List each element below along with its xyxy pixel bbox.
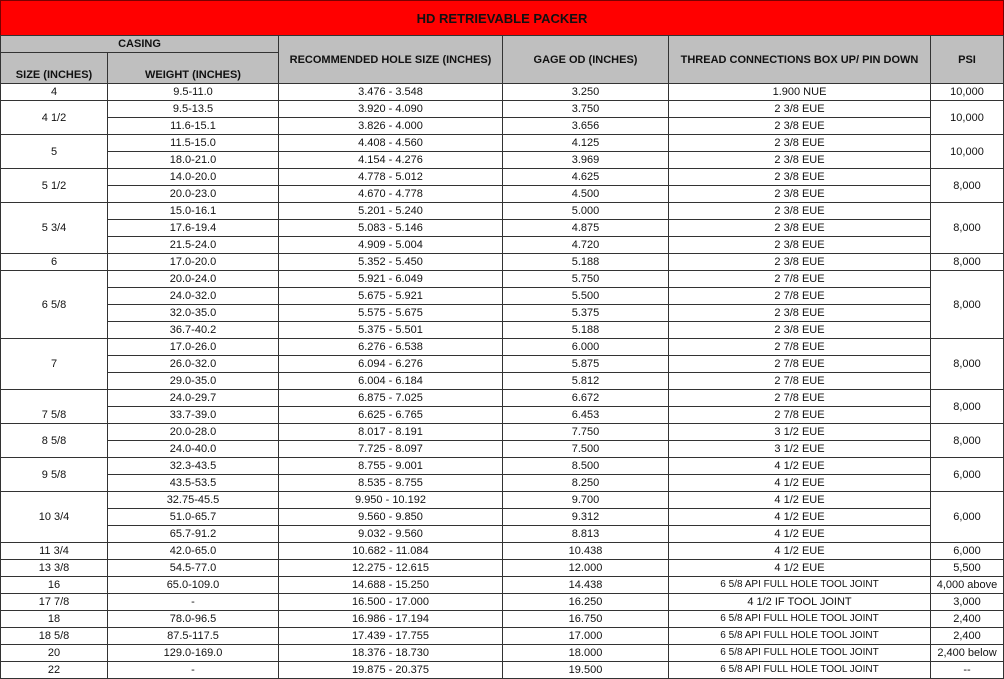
weight-cell: 36.7-40.2 (108, 322, 279, 339)
psi-cell: 10,000 (931, 84, 1004, 101)
thread-cell: 4 1/2 EUE (669, 509, 931, 526)
table-row (1, 339, 1004, 356)
thread-cell: 3 1/2 EUE (669, 424, 931, 441)
weight-cell: 14.0-20.0 (108, 169, 279, 186)
gage-od-cell: 9.700 (503, 492, 669, 509)
gage-od-cell: 19.500 (503, 662, 669, 679)
weight-cell: 65.0-109.0 (108, 577, 279, 594)
hole-size-cell: 4.670 - 4.778 (279, 186, 503, 203)
gage-od-cell: 3.969 (503, 152, 669, 169)
psi-cell: 5,500 (931, 560, 1004, 577)
hole-size-cell: 5.083 - 5.146 (279, 220, 503, 237)
table-row (1, 458, 1004, 475)
psi-cell: 10,000 (931, 101, 1004, 135)
table-row (1, 254, 1004, 271)
hole-size-cell: 12.275 - 12.615 (279, 560, 503, 577)
gage-od-cell: 6.453 (503, 407, 669, 424)
hole-size-cell: 5.575 - 5.675 (279, 305, 503, 322)
psi-cell: 8,000 (931, 169, 1004, 203)
packer-spec-table (0, 35, 1004, 679)
casing-size-cell: 16 (1, 577, 108, 594)
hole-size-cell: 4.154 - 4.276 (279, 152, 503, 169)
table-body (1, 84, 1004, 679)
gage-od-cell: 10.438 (503, 543, 669, 560)
psi-cell: 8,000 (931, 203, 1004, 254)
gage-od-cell: 6.672 (503, 390, 669, 407)
table-row (1, 356, 1004, 373)
hole-size-cell: 6.094 - 6.276 (279, 356, 503, 373)
casing-size-cell: 6 (1, 254, 108, 271)
casing-size-cell: 5 (1, 135, 108, 169)
psi-cell: 8,000 (931, 424, 1004, 458)
thread-cell: 2 3/8 EUE (669, 220, 931, 237)
thread-cell: 2 3/8 EUE (669, 135, 931, 152)
psi-cell: 8,000 (931, 390, 1004, 424)
hole-size-cell: 9.560 - 9.850 (279, 509, 503, 526)
weight-cell: 32.75-45.5 (108, 492, 279, 509)
casing-size-cell: 6 5/8 (1, 271, 108, 339)
psi-cell: 6,000 (931, 492, 1004, 543)
gage-od-header: GAGE OD (INCHES) (503, 36, 669, 84)
weight-cell: 21.5-24.0 (108, 237, 279, 254)
gage-od-cell: 4.125 (503, 135, 669, 152)
hole-size-cell: 6.276 - 6.538 (279, 339, 503, 356)
hole-size-cell: 7.725 - 8.097 (279, 441, 503, 458)
weight-header: WEIGHT (INCHES) (108, 53, 279, 84)
table-row (1, 662, 1004, 679)
hole-size-cell: 3.826 - 4.000 (279, 118, 503, 135)
gage-od-cell: 7.750 (503, 424, 669, 441)
hole-size-cell: 3.920 - 4.090 (279, 101, 503, 118)
thread-cell: 2 7/8 EUE (669, 373, 931, 390)
casing-size-cell: 4 (1, 84, 108, 101)
weight-cell: 42.0-65.0 (108, 543, 279, 560)
thread-cell: 3 1/2 EUE (669, 441, 931, 458)
weight-cell: 17.0-20.0 (108, 254, 279, 271)
gage-od-cell: 5.375 (503, 305, 669, 322)
casing-size-cell: 5 1/2 (1, 169, 108, 203)
weight-cell: 24.0-40.0 (108, 441, 279, 458)
thread-cell: 2 3/8 EUE (669, 118, 931, 135)
gage-od-cell: 3.250 (503, 84, 669, 101)
hole-size-cell: 10.682 - 11.084 (279, 543, 503, 560)
hole-size-cell: 6.004 - 6.184 (279, 373, 503, 390)
table-row (1, 305, 1004, 322)
hole-size-cell: 8.017 - 8.191 (279, 424, 503, 441)
table-row (1, 118, 1004, 135)
table-title: HD RETRIEVABLE PACKER (416, 10, 588, 26)
table-row (1, 407, 1004, 424)
hole-size-cell: 5.201 - 5.240 (279, 203, 503, 220)
weight-cell: 32.0-35.0 (108, 305, 279, 322)
thread-cell: 2 7/8 EUE (669, 407, 931, 424)
thread-cell: 2 7/8 EUE (669, 271, 931, 288)
hole-size-cell: 5.921 - 6.049 (279, 271, 503, 288)
thread-cell: 2 3/8 EUE (669, 203, 931, 220)
casing-size-cell: 7 5/8 (1, 390, 108, 424)
casing-size-cell: 5 3/4 (1, 203, 108, 254)
casing-size-cell: 18 5/8 (1, 628, 108, 645)
gage-od-cell: 4.625 (503, 169, 669, 186)
hole-size-cell: 19.875 - 20.375 (279, 662, 503, 679)
psi-header: PSI (931, 36, 1004, 84)
hole-size-cell: 5.375 - 5.501 (279, 322, 503, 339)
weight-cell: 32.3-43.5 (108, 458, 279, 475)
gage-od-cell: 5.750 (503, 271, 669, 288)
thread-cell: 2 7/8 EUE (669, 356, 931, 373)
table-row (1, 203, 1004, 220)
gage-od-cell: 5.875 (503, 356, 669, 373)
casing-size-cell: 11 3/4 (1, 543, 108, 560)
casing-size-cell: 20 (1, 645, 108, 662)
weight-cell: 26.0-32.0 (108, 356, 279, 373)
table-row (1, 135, 1004, 152)
table-row (1, 645, 1004, 662)
hole-size-cell: 4.408 - 4.560 (279, 135, 503, 152)
gage-od-cell: 12.000 (503, 560, 669, 577)
thread-cell: 2 7/8 EUE (669, 390, 931, 407)
table-row (1, 237, 1004, 254)
table-row (1, 543, 1004, 560)
gage-od-cell: 3.750 (503, 101, 669, 118)
table-row (1, 611, 1004, 628)
hole-size-cell: 3.476 - 3.548 (279, 84, 503, 101)
thread-cell: 2 7/8 EUE (669, 288, 931, 305)
gage-od-cell: 7.500 (503, 441, 669, 458)
table-row (1, 84, 1004, 101)
gage-od-cell: 4.720 (503, 237, 669, 254)
weight-cell: 87.5-117.5 (108, 628, 279, 645)
thread-cell: 2 3/8 EUE (669, 254, 931, 271)
gage-od-cell: 8.500 (503, 458, 669, 475)
gage-od-cell: 9.312 (503, 509, 669, 526)
thread-cell: 2 3/8 EUE (669, 152, 931, 169)
psi-cell: -- (931, 662, 1004, 679)
hole-size-cell: 14.688 - 15.250 (279, 577, 503, 594)
gage-od-cell: 14.438 (503, 577, 669, 594)
gage-od-cell: 17.000 (503, 628, 669, 645)
gage-od-cell: 8.250 (503, 475, 669, 492)
psi-cell: 2,400 below (931, 645, 1004, 662)
table-row (1, 441, 1004, 458)
thread-cell: 2 3/8 EUE (669, 322, 931, 339)
weight-cell: 11.6-15.1 (108, 118, 279, 135)
hole-size-cell: 6.875 - 7.025 (279, 390, 503, 407)
hole-size-cell: 9.032 - 9.560 (279, 526, 503, 543)
casing-size-cell: 13 3/8 (1, 560, 108, 577)
weight-cell: 51.0-65.7 (108, 509, 279, 526)
thread-cell: 6 5/8 API FULL HOLE TOOL JOINT (669, 628, 931, 645)
weight-cell: 17.6-19.4 (108, 220, 279, 237)
table-row (1, 424, 1004, 441)
table-title-bar (0, 0, 1004, 36)
weight-cell: 29.0-35.0 (108, 373, 279, 390)
psi-cell: 8,000 (931, 339, 1004, 390)
gage-od-cell: 4.500 (503, 186, 669, 203)
psi-cell: 6,000 (931, 458, 1004, 492)
hole-size-cell: 8.535 - 8.755 (279, 475, 503, 492)
weight-cell: - (108, 662, 279, 679)
hole-size-cell: 16.986 - 17.194 (279, 611, 503, 628)
hole-size-cell: 5.352 - 5.450 (279, 254, 503, 271)
weight-cell: 18.0-21.0 (108, 152, 279, 169)
hole-size-cell: 18.376 - 18.730 (279, 645, 503, 662)
psi-cell: 8,000 (931, 271, 1004, 339)
gage-od-cell: 16.750 (503, 611, 669, 628)
weight-cell: 9.5-11.0 (108, 84, 279, 101)
table-row (1, 220, 1004, 237)
weight-cell: 11.5-15.0 (108, 135, 279, 152)
table-row (1, 594, 1004, 611)
thread-cell: 2 3/8 EUE (669, 237, 931, 254)
hole-size-cell: 16.500 - 17.000 (279, 594, 503, 611)
hole-size-cell: 8.755 - 9.001 (279, 458, 503, 475)
table-row (1, 390, 1004, 407)
weight-cell: - (108, 594, 279, 611)
weight-cell: 33.7-39.0 (108, 407, 279, 424)
thread-cell: 2 3/8 EUE (669, 186, 931, 203)
weight-cell: 129.0-169.0 (108, 645, 279, 662)
table-row (1, 628, 1004, 645)
casing-size-cell: 8 5/8 (1, 424, 108, 458)
casing-size-cell: 9 5/8 (1, 458, 108, 492)
casing-size-cell: 10 3/4 (1, 492, 108, 543)
thread-cell: 4 1/2 EUE (669, 543, 931, 560)
thread-cell: 6 5/8 API FULL HOLE TOOL JOINT (669, 662, 931, 679)
table-row (1, 560, 1004, 577)
weight-cell: 65.7-91.2 (108, 526, 279, 543)
table-row (1, 509, 1004, 526)
weight-cell: 20.0-23.0 (108, 186, 279, 203)
thread-cell: 4 1/2 EUE (669, 560, 931, 577)
gage-od-cell: 16.250 (503, 594, 669, 611)
gage-od-cell: 5.188 (503, 322, 669, 339)
thread-cell: 6 5/8 API FULL HOLE TOOL JOINT (669, 645, 931, 662)
casing-size-cell: 18 (1, 611, 108, 628)
thread-cell: 2 7/8 EUE (669, 339, 931, 356)
casing-size-cell: 22 (1, 662, 108, 679)
casing-size-cell: 7 (1, 339, 108, 390)
table-row (1, 169, 1004, 186)
thread-cell: 4 1/2 EUE (669, 492, 931, 509)
table-row (1, 492, 1004, 509)
psi-cell: 3,000 (931, 594, 1004, 611)
gage-od-cell: 4.875 (503, 220, 669, 237)
table-row (1, 288, 1004, 305)
hole-size-cell: 9.950 - 10.192 (279, 492, 503, 509)
weight-cell: 9.5-13.5 (108, 101, 279, 118)
psi-cell: 10,000 (931, 135, 1004, 169)
gage-od-cell: 3.656 (503, 118, 669, 135)
table-row (1, 271, 1004, 288)
psi-cell: 2,400 (931, 611, 1004, 628)
table-row (1, 475, 1004, 492)
thread-cell: 4 1/2 EUE (669, 526, 931, 543)
weight-cell: 43.5-53.5 (108, 475, 279, 492)
table-row (1, 526, 1004, 543)
weight-cell: 54.5-77.0 (108, 560, 279, 577)
psi-cell: 4,000 above (931, 577, 1004, 594)
thread-cell: 2 3/8 EUE (669, 305, 931, 322)
table-row (1, 577, 1004, 594)
gage-od-cell: 5.000 (503, 203, 669, 220)
gage-od-cell: 5.812 (503, 373, 669, 390)
psi-cell: 6,000 (931, 543, 1004, 560)
thread-cell: 6 5/8 API FULL HOLE TOOL JOINT (669, 577, 931, 594)
casing-size-cell: 17 7/8 (1, 594, 108, 611)
hole-size-cell: 17.439 - 17.755 (279, 628, 503, 645)
table-row (1, 152, 1004, 169)
table-row (1, 186, 1004, 203)
thread-cell: 6 5/8 API FULL HOLE TOOL JOINT (669, 611, 931, 628)
gage-od-cell: 18.000 (503, 645, 669, 662)
gage-od-cell: 8.813 (503, 526, 669, 543)
weight-cell: 24.0-32.0 (108, 288, 279, 305)
thread-cell: 2 3/8 EUE (669, 101, 931, 118)
thread-cell: 4 1/2 EUE (669, 458, 931, 475)
gage-od-cell: 5.500 (503, 288, 669, 305)
weight-cell: 20.0-28.0 (108, 424, 279, 441)
thread-cell: 2 3/8 EUE (669, 169, 931, 186)
casing-size-cell: 4 1/2 (1, 101, 108, 135)
hole-size-cell: 5.675 - 5.921 (279, 288, 503, 305)
hole-size-cell: 6.625 - 6.765 (279, 407, 503, 424)
weight-cell: 78.0-96.5 (108, 611, 279, 628)
psi-cell: 2,400 (931, 628, 1004, 645)
gage-od-cell: 6.000 (503, 339, 669, 356)
weight-cell: 20.0-24.0 (108, 271, 279, 288)
weight-cell: 17.0-26.0 (108, 339, 279, 356)
thread-connections-header: THREAD CONNECTIONS BOX UP/ PIN DOWN (669, 36, 931, 84)
thread-cell: 4 1/2 EUE (669, 475, 931, 492)
table-row (1, 373, 1004, 390)
table-row (1, 101, 1004, 118)
thread-cell: 4 1/2 IF TOOL JOINT (669, 594, 931, 611)
hole-size-cell: 4.778 - 5.012 (279, 169, 503, 186)
weight-cell: 15.0-16.1 (108, 203, 279, 220)
casing-header: CASING (1, 36, 279, 53)
thread-cell: 1.900 NUE (669, 84, 931, 101)
gage-od-cell: 5.188 (503, 254, 669, 271)
weight-cell: 24.0-29.7 (108, 390, 279, 407)
table-row (1, 322, 1004, 339)
hole-size-cell: 4.909 - 5.004 (279, 237, 503, 254)
psi-cell: 8,000 (931, 254, 1004, 271)
size-header: SIZE (INCHES) (1, 53, 108, 84)
hole-size-header: RECOMMENDED HOLE SIZE (INCHES) (279, 36, 503, 84)
